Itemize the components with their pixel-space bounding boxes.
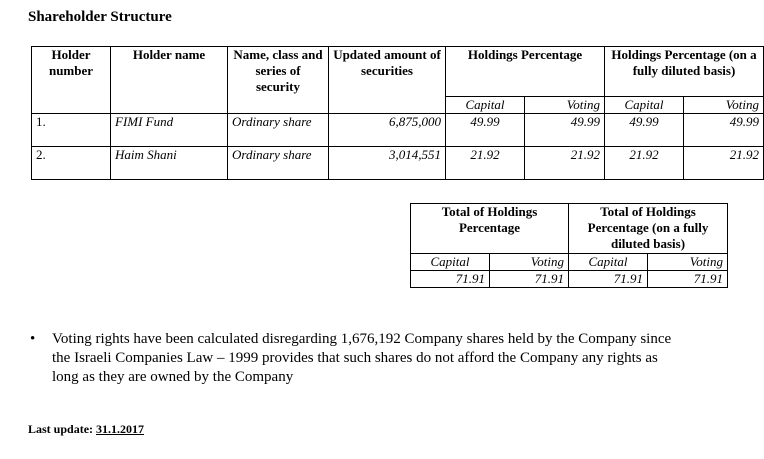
totals-table	[410, 203, 728, 288]
last-update	[28, 422, 144, 437]
header-security: Name, class and series of security	[228, 47, 329, 114]
cell-total-diluted-capital: 71.91	[569, 271, 648, 288]
header-holder-name: Holder name	[111, 47, 228, 114]
subheader-total-voting: Voting	[490, 254, 569, 271]
header-total-diluted: Total of Holdings Percentage (on a fully diluted basis)	[569, 204, 728, 254]
subheader-total-diluted-capital: Capital	[569, 254, 648, 271]
cell-capital: 21.92	[446, 147, 525, 180]
cell-total-voting: 71.91	[490, 271, 569, 288]
table-row	[32, 114, 764, 147]
last-update-label: Last update:	[28, 422, 94, 436]
header-holdings: Holdings Percentage	[446, 47, 605, 97]
cell-holder-name: Haim Shani	[111, 147, 228, 180]
page-title: Shareholder Structure	[28, 9, 172, 25]
bullet-icon: •	[30, 331, 36, 347]
subheader-total-diluted-voting: Voting	[648, 254, 728, 271]
subheader-capital: Capital	[446, 97, 525, 114]
subheader-diluted-voting: Voting	[684, 97, 764, 114]
cell-diluted-voting: 21.92	[684, 147, 764, 180]
subheader-diluted-capital: Capital	[605, 97, 684, 114]
subheader-total-capital: Capital	[411, 254, 490, 271]
cell-voting: 21.92	[525, 147, 605, 180]
cell-diluted-voting: 49.99	[684, 114, 764, 147]
cell-holder-number: 1.	[32, 114, 111, 147]
header-holder-number: Holder number	[32, 47, 111, 114]
cell-security: Ordinary share	[228, 147, 329, 180]
voting-note: Voting rights have been calculated disregarding 1,676,192 Company shares held by the Company since the Israeli Companies Law – 1999 provides that such shares do not afford the Company any rights as long as they are owned by the Company	[52, 331, 672, 385]
cell-holder-number: 2.	[32, 147, 111, 180]
shareholder-table	[31, 46, 764, 180]
last-update-date: 31.1.2017	[96, 422, 145, 436]
header-holdings-diluted: Holdings Percentage (on a fully diluted basis)	[605, 47, 764, 97]
cell-security: Ordinary share	[228, 114, 329, 147]
cell-diluted-capital: 49.99	[605, 114, 684, 147]
cell-holder-name: FIMI Fund	[111, 114, 228, 147]
table-row	[32, 147, 764, 180]
header-amount: Updated amount of securities	[329, 47, 446, 114]
cell-diluted-capital: 21.92	[605, 147, 684, 180]
header-total: Total of Holdings Percentage	[411, 204, 569, 254]
cell-amount: 3,014,551	[329, 147, 446, 180]
cell-capital: 49.99	[446, 114, 525, 147]
cell-amount: 6,875,000	[329, 114, 446, 147]
cell-voting: 49.99	[525, 114, 605, 147]
cell-total-diluted-voting: 71.91	[648, 271, 728, 288]
cell-total-capital: 71.91	[411, 271, 490, 288]
subheader-voting: Voting	[525, 97, 605, 114]
